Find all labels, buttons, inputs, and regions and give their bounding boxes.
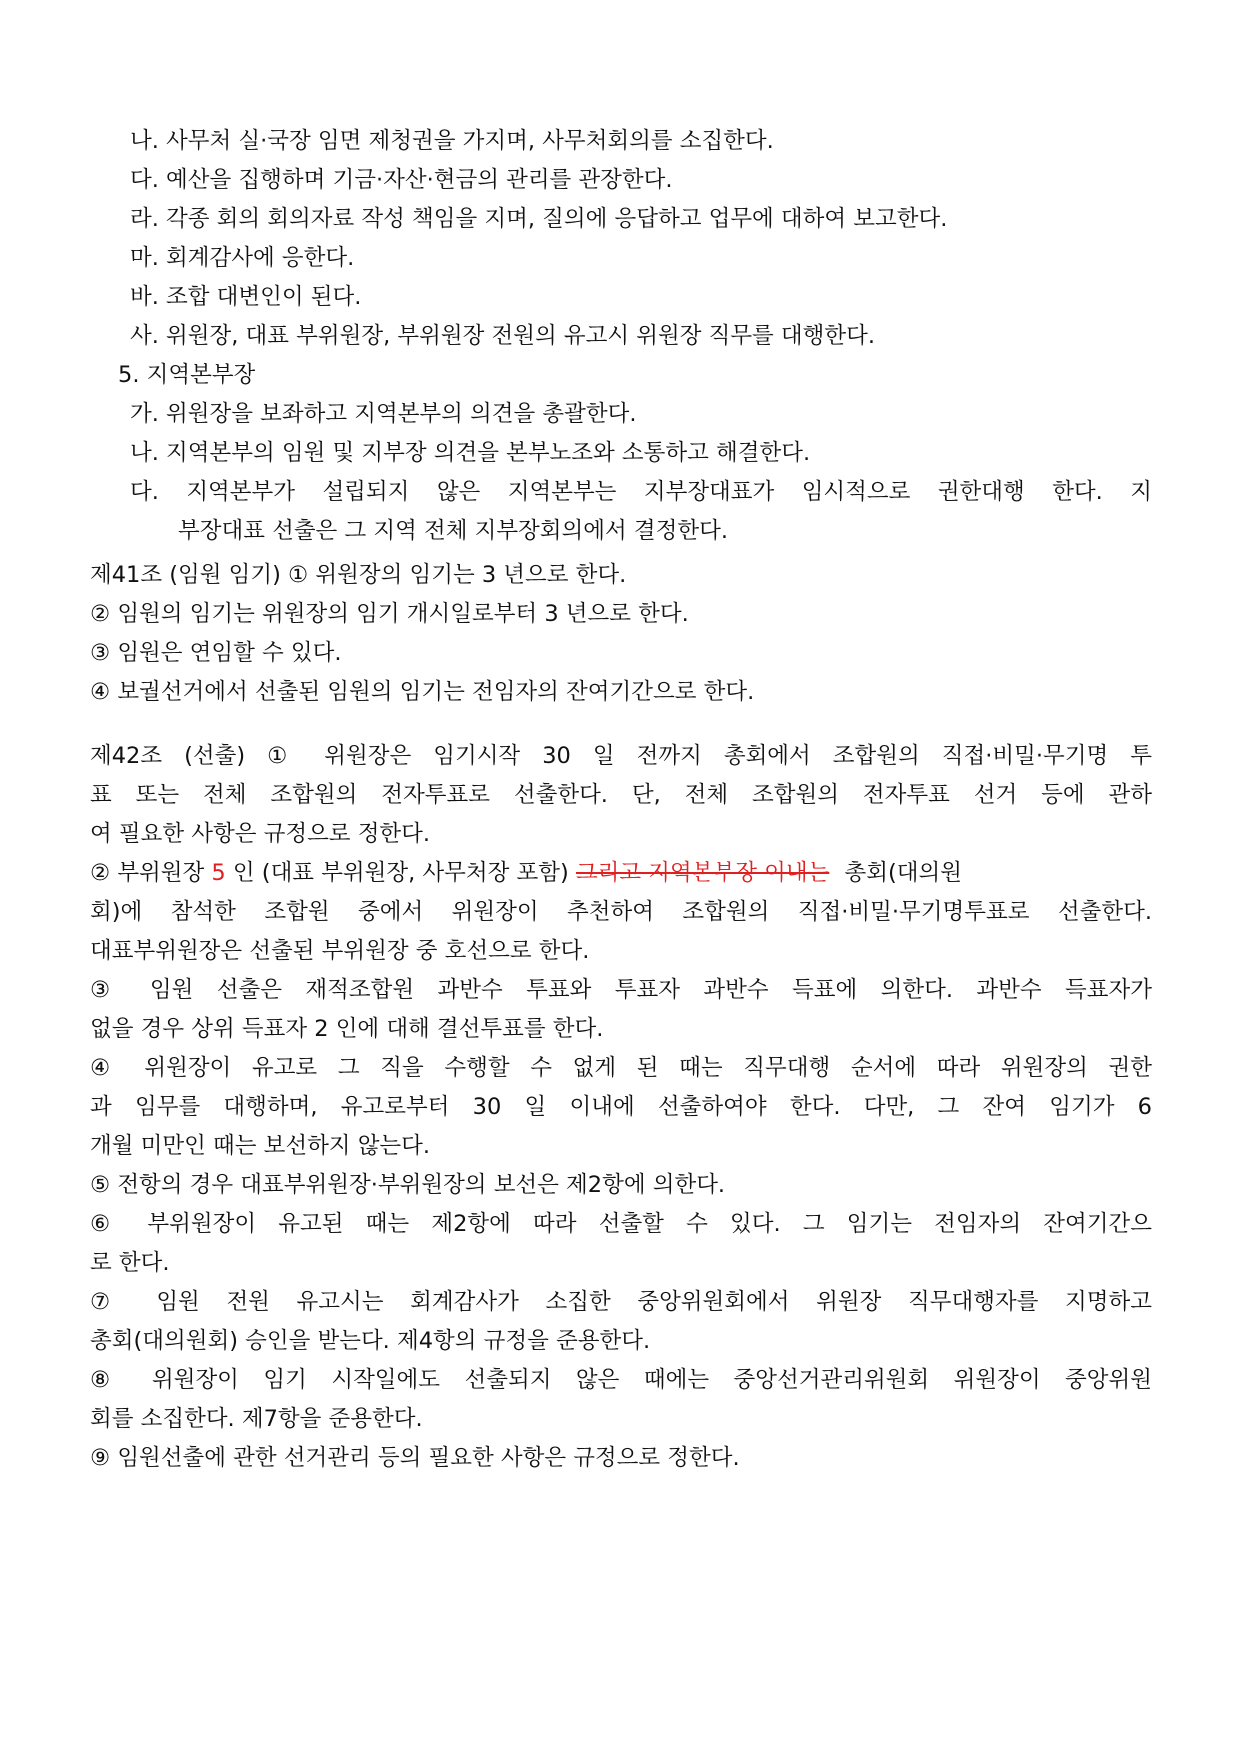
clause-text: ⑨ 임원선출에 관한 선거관리 등의 필요한 사항은 규정으로 정한다. — [90, 1445, 740, 1471]
clause-text: 개월 미만인 때는 보선하지 않는다. — [90, 1133, 431, 1159]
clause: ③ 임원은 연임할 수 있다. — [90, 640, 342, 666]
vice-chair-count: 5 — [211, 860, 226, 886]
clause-text: 표 또는 전체 조합원의 전자투표로 선출한다. 단, 전체 조합원의 전자투표 선거 등에 관하 — [90, 782, 1152, 808]
clause-text: ⑥ 부위원장이 유고된 때는 제2항에 따라 선출할 수 있다. 그 임기는 전임자의 잔여기간으 — [90, 1211, 1152, 1237]
clause-text: 총회(대의원 — [837, 860, 962, 886]
clause-text: 과 임무를 대행하며, 유고로부터 30 일 이내에 선출하여야 한다. 다만, 그 잔여 임기가 6 — [90, 1094, 1152, 1120]
clause-text: 총회(대의원회) 승인을 받는다. 제4항의 규정을 준용한다. — [90, 1328, 651, 1354]
clause-text: 여 필요한 사항은 규정으로 정한다. — [90, 821, 431, 847]
list-item: 다. 예산을 집행하며 기금·자산·현금의 관리를 관장한다. — [130, 167, 673, 193]
clause-text: 로 한다. — [90, 1250, 170, 1276]
article-42 — [90, 737, 1152, 1478]
list-item: 사. 위원장, 대표 부위원장, 부위원장 전원의 유고시 위원장 직무를 대행한다. — [130, 323, 876, 349]
list-item: 다. 지역본부가 설립되지 않은 지역본부는 지부장대표가 임시적으로 권한대행 한다. 지 — [130, 479, 1152, 505]
clause-text: ④ 위원장이 유고로 그 직을 수행할 수 없게 된 때는 직무대행 순서에 따라 위원장의 권한 — [90, 1055, 1152, 1081]
clause-text: ③ 임원 선출은 재적조합원 과반수 투표와 투표자 과반수 득표에 의한다. 과반수 득표자가 — [90, 977, 1152, 1003]
clause-text: ⑦ 임원 전원 유고시는 회계감사가 소집한 중앙위원회에서 위원장 직무대행자를 지명하고 — [90, 1289, 1152, 1315]
clause: ② 임원의 임기는 위원장의 임기 개시일로부터 3 년으로 한다. — [90, 601, 689, 627]
article-41-heading: 제41조 (임원 임기) ① 위원장의 임기는 3 년으로 한다. — [90, 562, 627, 588]
section-duties — [90, 122, 1152, 551]
clause-text: ⑤ 전항의 경우 대표부위원장·부위원장의 보선은 제2항에 의한다. — [90, 1172, 726, 1198]
article-41 — [90, 556, 1152, 712]
list-item: 나. 지역본부의 임원 및 지부장 의견을 본부노조와 소통하고 해결한다. — [130, 440, 811, 466]
list-item: 라. 각종 회의 회의자료 작성 책임을 지며, 질의에 응답하고 업무에 대하여 보고한다. — [130, 206, 948, 232]
list-item-continuation: 부장대표 선출은 그 지역 전체 지부장회의에서 결정한다. — [178, 518, 728, 544]
subheading-regional-head: 5. 지역본부장 — [118, 362, 256, 388]
clause: ④ 보궐선거에서 선출된 임원의 임기는 전임자의 잔여기간으로 한다. — [90, 679, 755, 705]
clause-text: 대표부위원장은 선출된 부위원장 중 호선으로 한다. — [90, 938, 590, 964]
clause-text: ⑧ 위원장이 임기 시작일에도 선출되지 않은 때에는 중앙선거관리위원회 위원장이 중앙위원 — [90, 1367, 1152, 1393]
struck-text: 그리고 지역본부장 이내는 — [575, 860, 830, 886]
clause-2-first-line — [90, 854, 1152, 893]
clause-text: 회를 소집한다. 제7항을 준용한다. — [90, 1406, 423, 1432]
list-item: 나. 사무처 실·국장 임면 제청권을 가지며, 사무처회의를 소집한다. — [130, 128, 774, 154]
article-42-heading: 제42조 (선출) ① 위원장은 임기시작 30 일 전까지 총회에서 조합원의 직접·비밀·무기명 투 — [90, 743, 1152, 769]
list-item: 가. 위원장을 보좌하고 지역본부의 의견을 총괄한다. — [130, 401, 637, 427]
clause-text: 회)에 참석한 조합원 중에서 위원장이 추천하여 조합원의 직접·비밀·무기명투표로 선출한다. — [90, 899, 1152, 925]
list-item: 마. 회계감사에 응한다. — [130, 245, 355, 271]
clause-text: 인 (대표 부위원장, 사무처장 포함) — [225, 860, 576, 886]
clause-text: 없을 경우 상위 득표자 2 인에 대해 결선투표를 한다. — [90, 1016, 604, 1042]
list-item: 바. 조합 대변인이 된다. — [130, 284, 362, 310]
clause-text: ② 부위원장 — [90, 860, 212, 886]
